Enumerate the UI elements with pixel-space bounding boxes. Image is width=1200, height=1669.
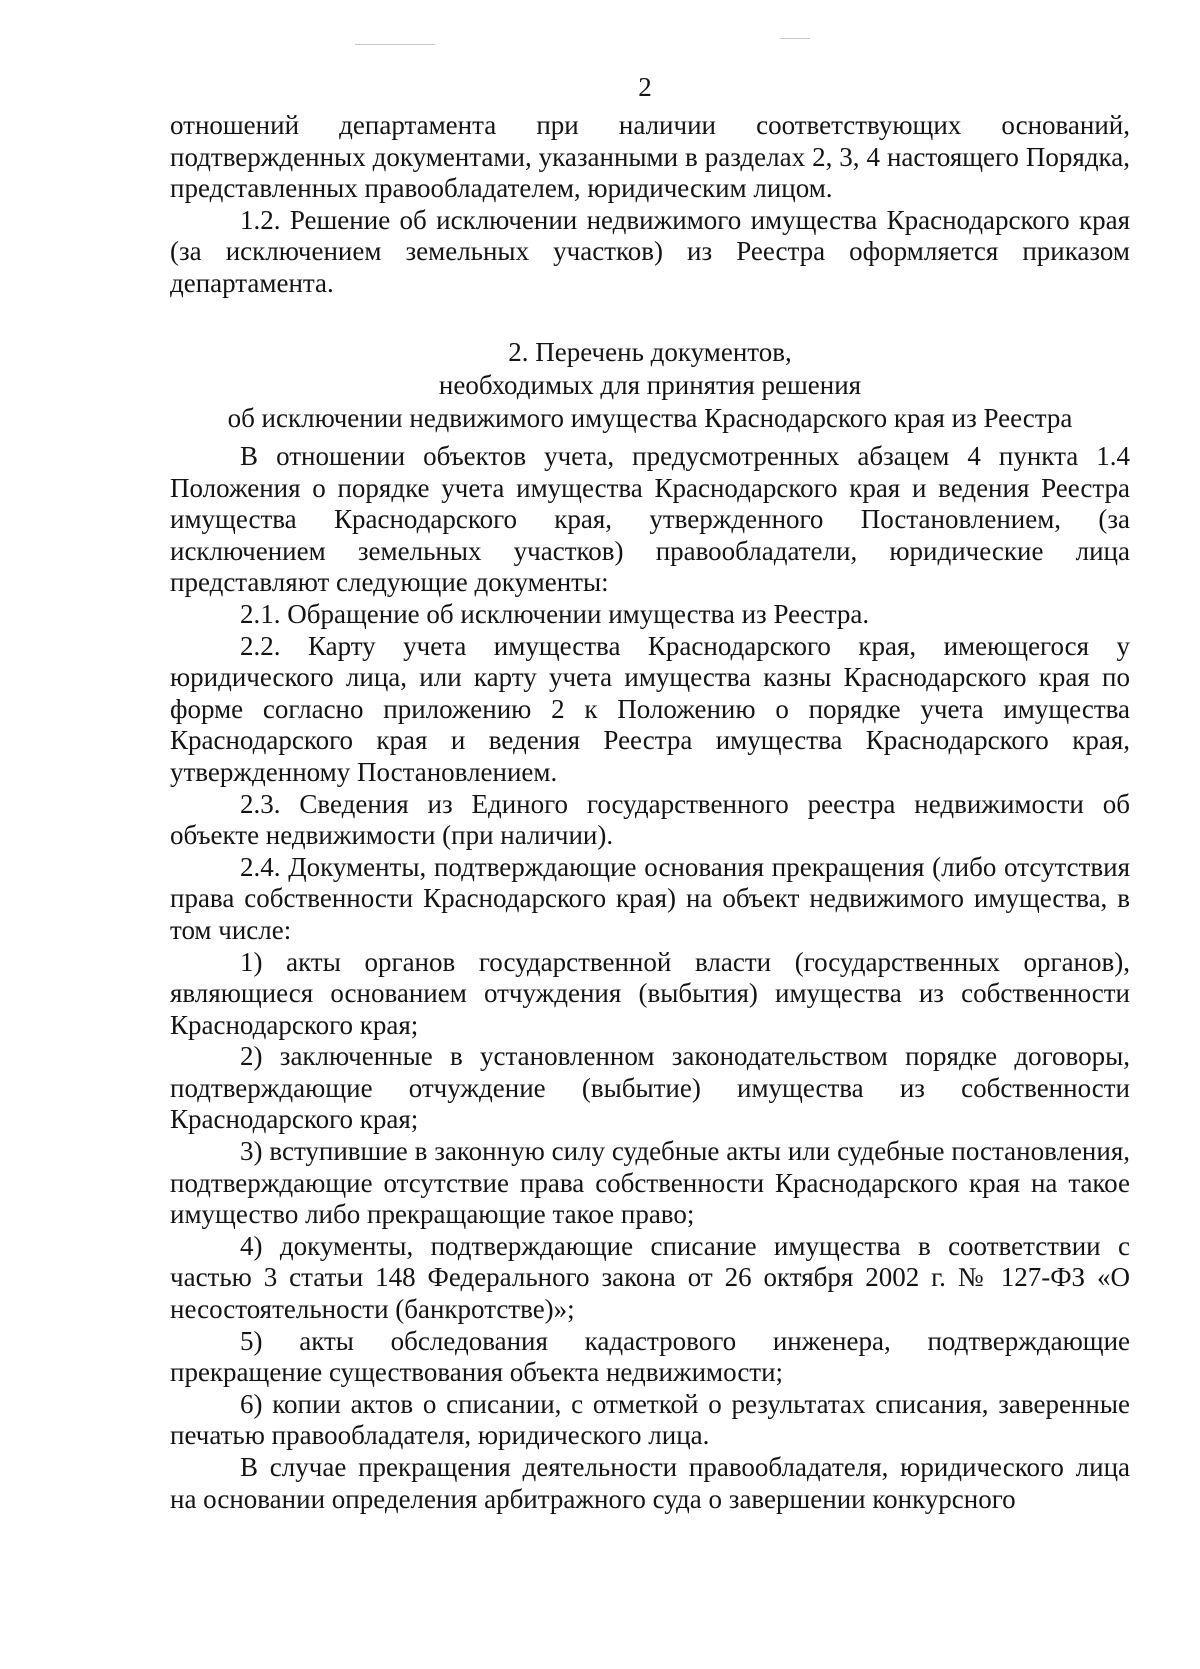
list-item-1: 1) акты органов государственной власти (государственных органов), являющиеся основанием отчуждения (выбытия) имущества из собственности Краснодарского края;: [170, 946, 1130, 1040]
page-number: 2: [638, 72, 652, 102]
scan-artifact: [355, 44, 435, 45]
section-heading-line-3: об исключении недвижимого имущества Краснодарского края из Реестра: [227, 403, 1073, 433]
section-heading-line-1: 2. Перечень документов,: [508, 337, 792, 367]
intro-text: [170, 110, 1130, 300]
closing-paragraph: В случае прекращения деятельности правообладателя, юридического лица на основании определения арбитражного суда о завершении конкурсного: [170, 1452, 1130, 1514]
section-intro-paragraph: В отношении объектов учета, предусмотренных абзацем 4 пункта 1.4 Положения о порядке учета имущества Краснодарского края и ведения Реестра имущества Краснодарского края, утвержденного Постановлением, (за исключением земельных участков) правообладатели, юридические лица представляют следующие документы:: [170, 441, 1130, 598]
clause-2-4: 2.4. Документы, подтверждающие основания прекращения (либо отсутствия права собственности Краснодарского края) на объект недвижимого имущества, в том числе:: [170, 851, 1130, 945]
clause-2-2: 2.2. Карту учета имущества Краснодарского края, имеющегося у юридического лица, или карту учета имущества казны Краснодарского края по форме согласно приложению 2 к Положению о порядке учета имущества Краснодарского края и ведения Реестра имущества Краснодарского края, утвержденному Постановлением.: [170, 630, 1130, 787]
list-item-3: 3) вступившие в законную силу судебные акты или судебные постановления, подтверждающие отсутствие права собственности Краснодарского края на такое имущество либо прекращающие такое право;: [170, 1136, 1130, 1230]
clause-2-1: 2.1. Обращение об исключении имущества из Реестра.: [240, 598, 870, 629]
section-body: [170, 441, 1130, 1515]
section-heading: [170, 336, 1130, 435]
list-item-2: 2) заключенные в установленном законодательством порядке договоры, подтверждающие отчуждение (выбытие) имущества из собственности Краснодарского края;: [170, 1041, 1130, 1135]
section-heading-line-2: необходимых для принятия решения: [438, 370, 862, 400]
list-item-4: 4) документы, подтверждающие списание имущества в соответствии с частью 3 статьи 148 Федерального закона от 26 октября 2002 г. № 127-ФЗ «О несостоятельности (банкротстве)»;: [170, 1230, 1130, 1325]
list-item-6: 6) копии актов о списании, с отметкой о результатах списания, заверенные печатью правообладателя, юридического лица.: [170, 1388, 1130, 1451]
list-item-5: 5) акты обследования кадастрового инженера, подтверждающие прекращение существования объекта недвижимости;: [170, 1325, 1130, 1388]
clause-1-2: 1.2. Решение об исключении недвижимого имущества Краснодарского края (за исключением земельных участков) из Реестра оформляется приказом департамента.: [170, 204, 1130, 298]
scan-artifact: [780, 38, 810, 39]
clause-2-3: 2.3. Сведения из Единого государственного реестра недвижимости об объекте недвижимости (при наличии).: [170, 788, 1130, 851]
intro-paragraph-continuation: отношений департамента при наличии соответствующих оснований, подтвержденных документами, указанными в разделах 2, 3, 4 настоящего Порядка, представленных правообладателем, юридическим лицом.: [170, 110, 1130, 204]
